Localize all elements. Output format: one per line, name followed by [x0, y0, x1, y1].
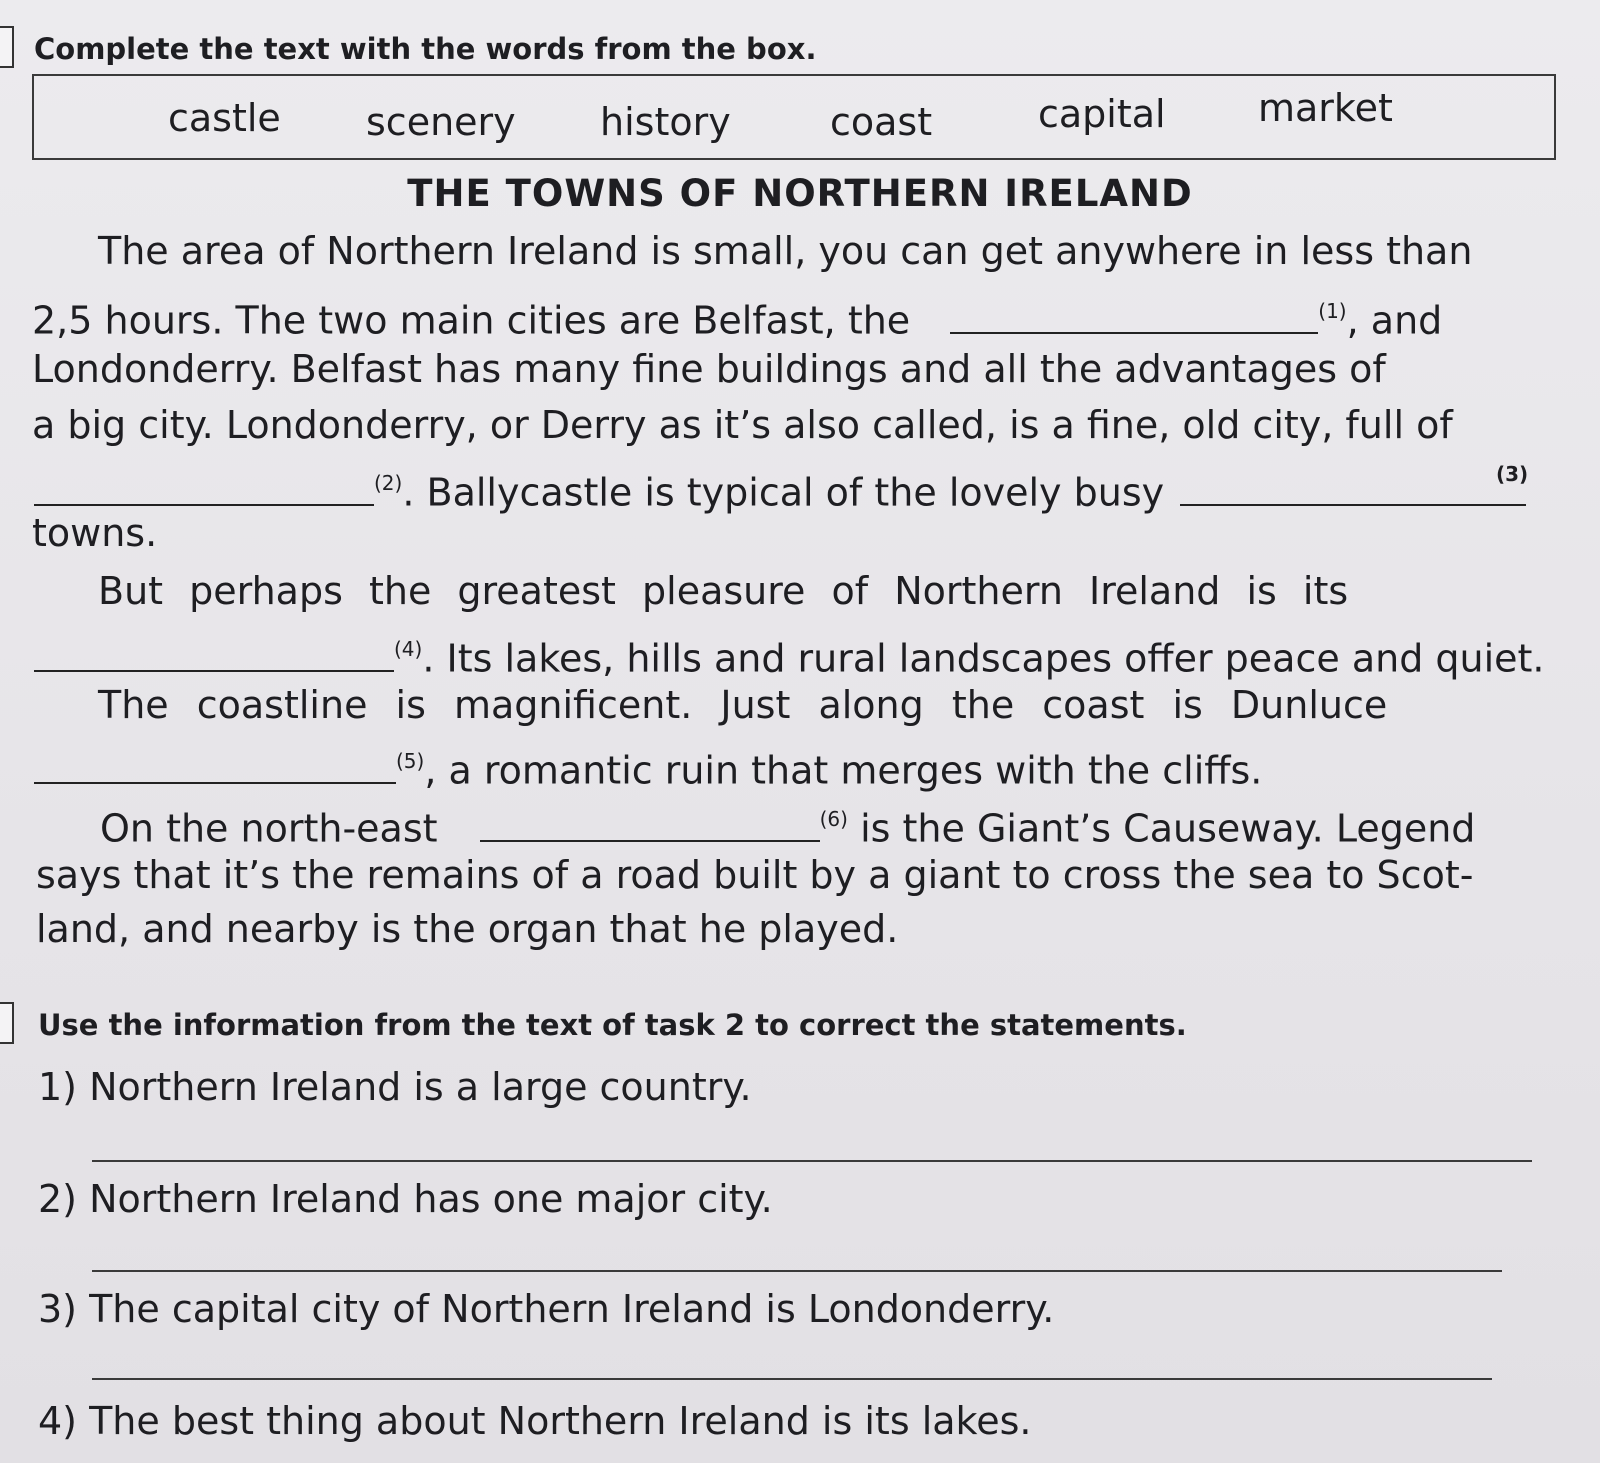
text-line-11 — [100, 798, 1475, 852]
answer-line-1[interactable] — [92, 1160, 1532, 1162]
task-number-box — [0, 1002, 14, 1044]
text-line-6: towns. — [32, 511, 158, 555]
word-scenery: scenery — [366, 100, 516, 144]
text-fragment: is the Giant’s Causeway. Legend — [860, 806, 1476, 851]
text-line-10 — [34, 740, 1262, 794]
gap-2-blank[interactable] — [34, 474, 374, 506]
word-market: market — [1258, 86, 1393, 130]
gap-3-marker: (3) — [1496, 462, 1529, 486]
text-line-7: But perhaps the greatest pleasure of Northern Ireland is its — [98, 569, 1349, 613]
gap-5-marker: (5) — [396, 749, 425, 773]
word-box — [32, 74, 1556, 160]
word-castle: castle — [168, 96, 281, 140]
gap-6-marker: (6) — [819, 807, 848, 831]
gap-5-blank[interactable] — [34, 752, 396, 784]
gap-1-marker: (1) — [1318, 299, 1347, 323]
task-number-box — [0, 26, 14, 68]
text-line-9: The coastline is magnificent. Just along the coast is Dunluce — [98, 683, 1388, 727]
statement-3: 3) The capital city of Northern Ireland is Londonderry. — [38, 1287, 1055, 1331]
answer-line-2[interactable] — [92, 1270, 1502, 1272]
word-coast: coast — [830, 100, 933, 144]
text-line-13: land, and nearby is the organ that he played. — [36, 907, 899, 951]
text-fragment: 2,5 hours. The two main cities are Belfast, the — [32, 298, 911, 343]
answer-line-3[interactable] — [92, 1378, 1492, 1380]
gap-3-blank[interactable] — [1180, 474, 1526, 506]
gap-2-marker: (2) — [374, 471, 403, 495]
gap-4-marker: (4) — [394, 637, 423, 661]
statement-2: 2) Northern Ireland has one major city. — [38, 1177, 773, 1221]
gap-6-blank[interactable] — [480, 810, 820, 842]
word-history: history — [600, 100, 731, 144]
task3-instruction: Use the information from the text of task 2 to correct the statements. — [38, 1008, 1187, 1042]
word-capital: capital — [1038, 92, 1166, 136]
text-title: THE TOWNS OF NORTHERN IRELAND — [407, 172, 1193, 215]
text-fragment: . Ballycastle is typical of the lovely busy — [402, 470, 1165, 515]
text-line-5 — [34, 462, 1529, 516]
gap-1-blank[interactable] — [950, 302, 1318, 334]
text-line-2 — [32, 290, 1442, 344]
text-line-4: a big city. Londonderry, or Derry as it’s also called, is a fine, old city, full of — [32, 403, 1453, 447]
text-fragment: , and — [1346, 298, 1443, 343]
text-fragment: , a romantic ruin that merges with the cliffs. — [424, 748, 1263, 793]
task2-instruction: Complete the text with the words from the box. — [34, 32, 817, 66]
text-line-12: says that it’s the remains of a road built by a giant to cross the sea to Scot- — [36, 853, 1474, 897]
statement-1: 1) Northern Ireland is a large country. — [38, 1065, 752, 1109]
text-line-1: The area of Northern Ireland is small, you can get anywhere in less than — [98, 229, 1473, 273]
text-fragment: On the north-east — [100, 806, 438, 851]
statement-4: 4) The best thing about Northern Ireland is its lakes. — [38, 1399, 1032, 1443]
gap-4-blank[interactable] — [34, 640, 394, 672]
text-line-8 — [34, 628, 1545, 682]
text-line-3: Londonderry. Belfast has many fine buildings and all the advantages of — [32, 347, 1386, 391]
text-fragment: . Its lakes, hills and rural landscapes offer peace and quiet. — [422, 636, 1545, 681]
